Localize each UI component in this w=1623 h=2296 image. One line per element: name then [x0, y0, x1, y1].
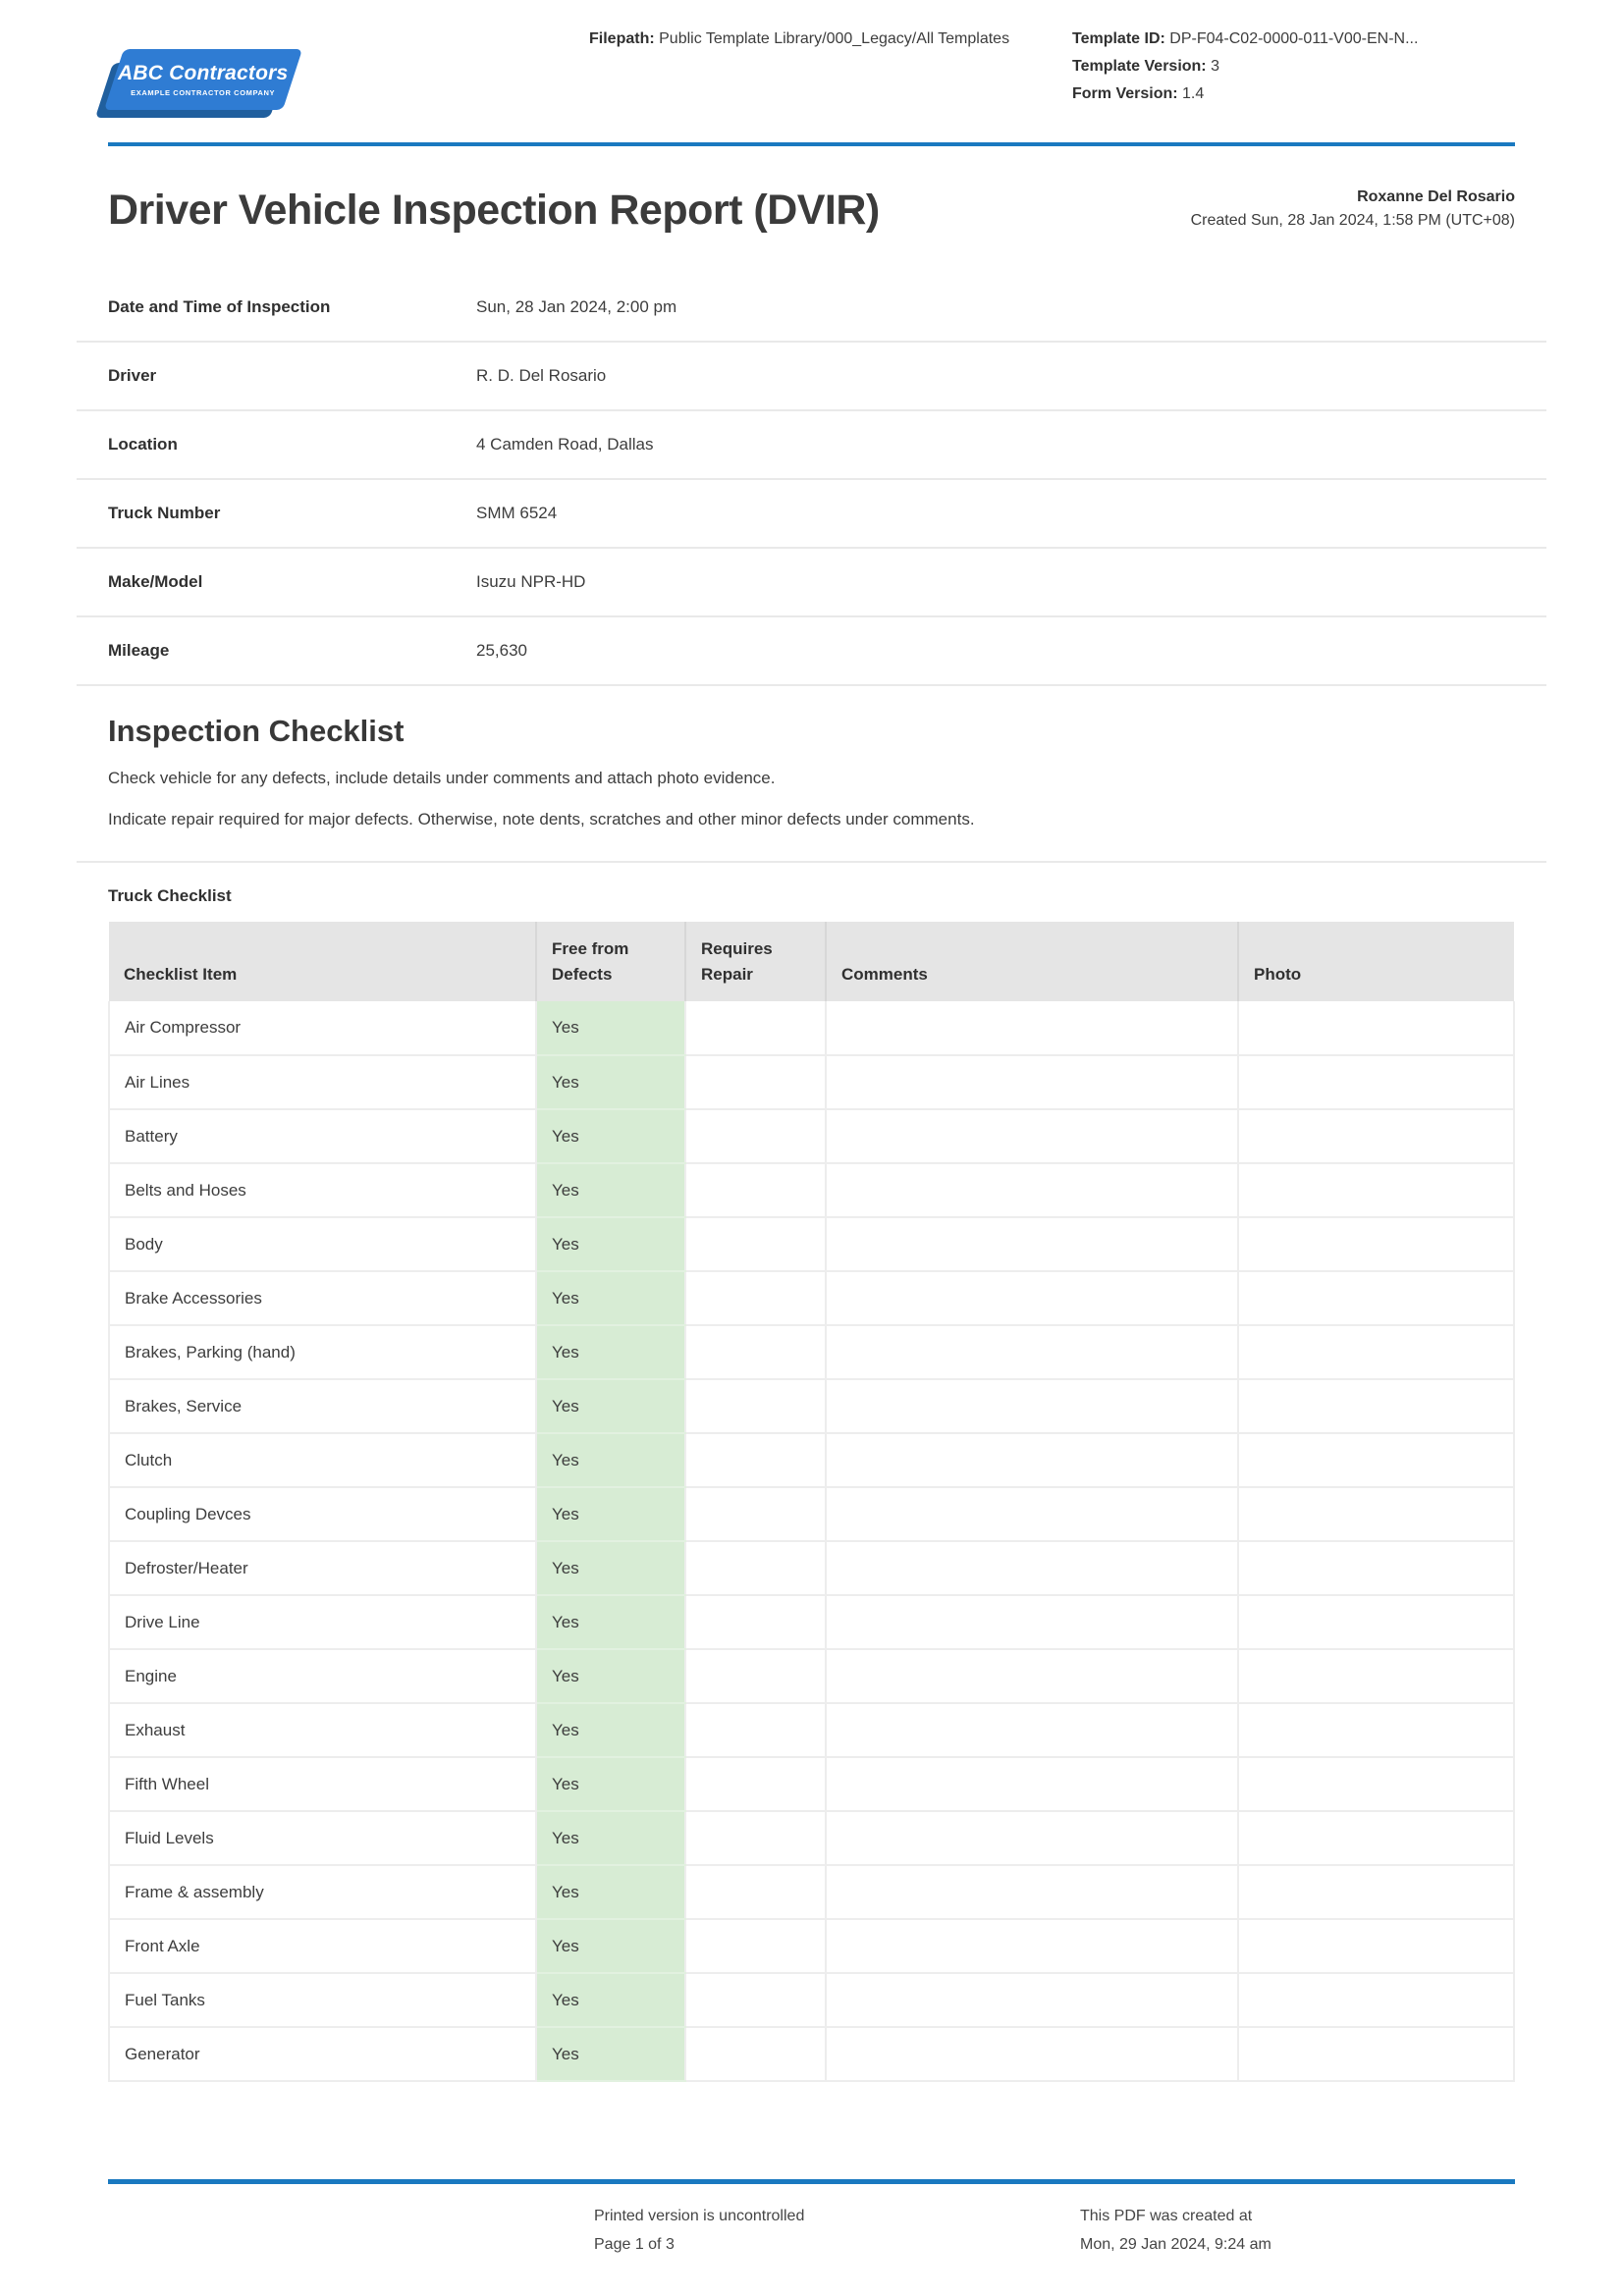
checklist-row — [109, 1541, 1514, 1595]
cell-photo — [1238, 1163, 1514, 1217]
cell-comments — [826, 2027, 1238, 2081]
cell-photo — [1238, 1757, 1514, 1811]
checklist-row — [109, 1919, 1514, 1973]
cell-requires-repair — [685, 1271, 826, 1325]
cell-comments — [826, 1433, 1238, 1487]
cell-item: Brakes, Parking (hand) — [109, 1325, 536, 1379]
cell-item: Fifth Wheel — [109, 1757, 536, 1811]
page-title: Driver Vehicle Inspection Report (DVIR) — [108, 187, 880, 234]
cell-free-from-defects: Yes — [536, 1649, 685, 1703]
logo-tagline: EXAMPLE CONTRACTOR COMPANY — [131, 88, 276, 97]
cell-comments — [826, 1865, 1238, 1919]
cell-item: Battery — [109, 1109, 536, 1163]
cell-photo — [1238, 1703, 1514, 1757]
company-logo — [110, 49, 297, 120]
cell-photo — [1238, 1217, 1514, 1271]
cell-comments — [826, 1973, 1238, 2027]
cell-item: Defroster/Heater — [109, 1541, 536, 1595]
cell-requires-repair — [685, 1379, 826, 1433]
cell-free-from-defects: Yes — [536, 1325, 685, 1379]
info-value: SMM 6524 — [476, 504, 558, 522]
cell-photo — [1238, 1595, 1514, 1649]
truck-checklist-subheading: Truck Checklist — [108, 886, 232, 905]
cell-photo — [1238, 1001, 1514, 1055]
cell-free-from-defects: Yes — [536, 1271, 685, 1325]
cell-free-from-defects: Yes — [536, 1919, 685, 1973]
cell-requires-repair — [685, 1055, 826, 1109]
info-row — [77, 343, 1546, 411]
cell-requires-repair — [685, 1325, 826, 1379]
info-value: 25,630 — [476, 641, 527, 660]
cell-comments — [826, 1595, 1238, 1649]
cell-requires-repair — [685, 1433, 826, 1487]
cell-requires-repair — [685, 1001, 826, 1055]
cell-photo — [1238, 1379, 1514, 1433]
logo-text — [118, 62, 288, 97]
info-label: Date and Time of Inspection — [108, 297, 331, 316]
cell-photo — [1238, 1109, 1514, 1163]
page-header — [108, 0, 1515, 146]
info-value: Sun, 28 Jan 2024, 2:00 pm — [476, 297, 677, 316]
created-timestamp: Created Sun, 28 Jan 2024, 1:58 PM (UTC+08) — [1190, 212, 1515, 229]
info-row — [77, 411, 1546, 480]
template-id — [1072, 26, 1519, 53]
cell-free-from-defects: Yes — [536, 1541, 685, 1595]
cell-comments — [826, 1379, 1238, 1433]
cell-free-from-defects: Yes — [536, 1433, 685, 1487]
author-name: Roxanne Del Rosario — [1357, 188, 1515, 205]
cell-item: Coupling Devces — [109, 1487, 536, 1541]
cell-free-from-defects: Yes — [536, 1217, 685, 1271]
cell-requires-repair — [685, 1811, 826, 1865]
cell-free-from-defects: Yes — [536, 1055, 685, 1109]
cell-photo — [1238, 2027, 1514, 2081]
filepath-value: Public Template Library/000_Legacy/All Templates — [659, 30, 1010, 47]
cell-item: Drive Line — [109, 1595, 536, 1649]
logo-company-name: ABC Contractors — [118, 62, 289, 84]
title-row — [108, 186, 1515, 235]
column-header-requires-repair: Requires Repair — [685, 922, 826, 1001]
info-label: Make/Model — [108, 572, 203, 591]
info-value: 4 Camden Road, Dallas — [476, 435, 654, 454]
section-description-2: Indicate repair required for major defects. Otherwise, note dents, scratches and other minor defects under comments. — [108, 810, 975, 828]
cell-item: Fluid Levels — [109, 1811, 536, 1865]
cell-requires-repair — [685, 1109, 826, 1163]
cell-comments — [826, 1325, 1238, 1379]
inspection-info-list — [77, 274, 1546, 686]
cell-photo — [1238, 1541, 1514, 1595]
cell-photo — [1238, 1325, 1514, 1379]
cell-free-from-defects: Yes — [536, 1757, 685, 1811]
template-version — [1072, 53, 1519, 80]
checklist-row — [109, 1757, 1514, 1811]
cell-item: Fuel Tanks — [109, 1973, 536, 2027]
cell-photo — [1238, 1487, 1514, 1541]
footer-print-note — [594, 2202, 804, 2259]
template-version-value: 3 — [1211, 58, 1219, 75]
info-label: Driver — [108, 366, 157, 385]
checklist-row — [109, 1271, 1514, 1325]
cell-comments — [826, 1649, 1238, 1703]
cell-comments — [826, 1055, 1238, 1109]
checklist-row — [109, 1217, 1514, 1271]
pdf-created-value: Mon, 29 Jan 2024, 9:24 am — [1080, 2236, 1271, 2253]
form-version-label: Form Version: — [1072, 85, 1178, 102]
cell-item: Air Compressor — [109, 1001, 536, 1055]
cell-comments — [826, 1757, 1238, 1811]
cell-free-from-defects: Yes — [536, 1109, 685, 1163]
cell-requires-repair — [685, 1865, 826, 1919]
cell-requires-repair — [685, 1163, 826, 1217]
page-number: Page 1 of 3 — [594, 2236, 675, 2253]
logo-banner-shape — [104, 49, 302, 110]
form-version — [1072, 80, 1519, 108]
cell-free-from-defects: Yes — [536, 1811, 685, 1865]
cell-requires-repair — [685, 1919, 826, 1973]
section-heading: Inspection Checklist — [108, 714, 405, 748]
checklist-row — [109, 1001, 1514, 1055]
cell-photo — [1238, 1649, 1514, 1703]
footer-rule — [108, 2179, 1515, 2184]
cell-photo — [1238, 1271, 1514, 1325]
info-row — [77, 274, 1546, 343]
section-description-1: Check vehicle for any defects, include details under comments and attach photo evidence. — [108, 769, 776, 787]
cell-item: Engine — [109, 1649, 536, 1703]
cell-free-from-defects: Yes — [536, 1703, 685, 1757]
checklist-row — [109, 1973, 1514, 2027]
cell-photo — [1238, 1055, 1514, 1109]
column-header-checklist-item: Checklist Item — [109, 922, 536, 1001]
truck-checklist-table — [108, 922, 1515, 2082]
checklist-table-header — [109, 922, 1514, 1001]
template-version-label: Template Version: — [1072, 58, 1207, 75]
cell-item: Body — [109, 1217, 536, 1271]
checklist-row — [109, 1163, 1514, 1217]
info-row — [77, 617, 1546, 686]
cell-requires-repair — [685, 1703, 826, 1757]
info-label: Mileage — [108, 641, 170, 660]
checklist-row — [109, 1379, 1514, 1433]
template-id-value: DP-F04-C02-0000-011-V00-EN-N... — [1169, 30, 1419, 47]
cell-free-from-defects: Yes — [536, 1973, 685, 2027]
info-row — [77, 480, 1546, 549]
cell-photo — [1238, 1919, 1514, 1973]
footer-created-block — [1080, 2202, 1271, 2259]
pdf-created-label: This PDF was created at — [1080, 2208, 1253, 2224]
page-footer — [108, 2179, 1515, 2253]
checklist-row — [109, 1649, 1514, 1703]
info-label: Truck Number — [108, 504, 221, 522]
cell-comments — [826, 1217, 1238, 1271]
cell-requires-repair — [685, 1757, 826, 1811]
filepath-label: Filepath: — [589, 30, 655, 47]
cell-photo — [1238, 1865, 1514, 1919]
cell-free-from-defects: Yes — [536, 1595, 685, 1649]
cell-item: Brake Accessories — [109, 1271, 536, 1325]
checklist-row — [109, 1109, 1514, 1163]
cell-requires-repair — [685, 1595, 826, 1649]
cell-requires-repair — [685, 1541, 826, 1595]
cell-free-from-defects: Yes — [536, 1487, 685, 1541]
checklist-row — [109, 1433, 1514, 1487]
form-version-value: 1.4 — [1182, 85, 1205, 102]
cell-item: Belts and Hoses — [109, 1163, 536, 1217]
cell-photo — [1238, 1811, 1514, 1865]
checklist-row — [109, 1865, 1514, 1919]
cell-comments — [826, 1001, 1238, 1055]
cell-comments — [826, 1919, 1238, 1973]
cell-item: Frame & assembly — [109, 1865, 536, 1919]
template-meta — [1072, 26, 1519, 108]
column-header-free-from-defects: Free from Defects — [536, 922, 685, 1001]
cell-item: Generator — [109, 2027, 536, 2081]
cell-comments — [826, 1811, 1238, 1865]
info-value: Isuzu NPR-HD — [476, 572, 586, 591]
checklist-row — [109, 1055, 1514, 1109]
uncontrolled-note: Printed version is uncontrolled — [594, 2208, 805, 2224]
filepath — [589, 26, 1046, 53]
cell-item: Brakes, Service — [109, 1379, 536, 1433]
column-header-comments: Comments — [826, 922, 1238, 1001]
checklist-row — [109, 1325, 1514, 1379]
cell-item: Exhaust — [109, 1703, 536, 1757]
cell-photo — [1238, 1973, 1514, 2027]
cell-requires-repair — [685, 1217, 826, 1271]
cell-item: Clutch — [109, 1433, 536, 1487]
column-header-photo: Photo — [1238, 922, 1514, 1001]
info-label: Location — [108, 435, 178, 454]
section-divider — [77, 861, 1546, 863]
cell-requires-repair — [685, 2027, 826, 2081]
byline — [1191, 186, 1515, 235]
cell-comments — [826, 1541, 1238, 1595]
checklist-row — [109, 1487, 1514, 1541]
template-id-label: Template ID: — [1072, 30, 1165, 47]
info-value: R. D. Del Rosario — [476, 366, 607, 385]
info-row — [77, 549, 1546, 617]
cell-requires-repair — [685, 1487, 826, 1541]
cell-free-from-defects: Yes — [536, 1379, 685, 1433]
cell-comments — [826, 1703, 1238, 1757]
cell-free-from-defects: Yes — [536, 1001, 685, 1055]
cell-photo — [1238, 1433, 1514, 1487]
cell-comments — [826, 1163, 1238, 1217]
cell-item: Air Lines — [109, 1055, 536, 1109]
cell-requires-repair — [685, 1649, 826, 1703]
cell-item: Front Axle — [109, 1919, 536, 1973]
checklist-row — [109, 1595, 1514, 1649]
checklist-row — [109, 1703, 1514, 1757]
cell-free-from-defects: Yes — [536, 1163, 685, 1217]
cell-comments — [826, 1271, 1238, 1325]
checklist-row — [109, 1811, 1514, 1865]
cell-free-from-defects: Yes — [536, 2027, 685, 2081]
checklist-row — [109, 2027, 1514, 2081]
cell-requires-repair — [685, 1973, 826, 2027]
cell-comments — [826, 1109, 1238, 1163]
cell-free-from-defects: Yes — [536, 1865, 685, 1919]
cell-comments — [826, 1487, 1238, 1541]
